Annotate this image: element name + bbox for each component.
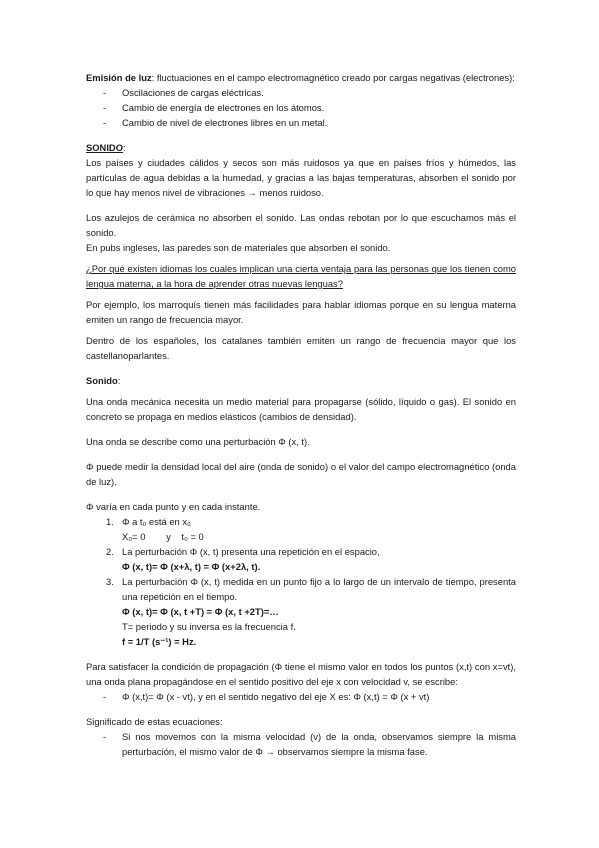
equation-list	[86, 689, 516, 704]
emision-paragraph	[86, 70, 516, 85]
sonido-subheading-line	[86, 373, 516, 388]
paragraph-perturbacion: Una onda se describe como una perturbación Φ (x, t).	[86, 436, 310, 447]
list-item: - Φ (x,t)= Φ (x - vt), y en el sentido negativo del eje X es: Φ (x,t) = Φ (x + vt)	[86, 689, 516, 704]
list-line: La perturbación Φ (x, t) presenta una repetición en el espacio,	[122, 546, 380, 557]
paragraph-propagacion: Para satisfacer la condición de propagación (Φ tiene el mismo valor en todos los puntos (x,t) con x=vt), una onda plana propagándose en el sentido positivo del eje x con velocidad v, se escribe:	[86, 661, 516, 687]
emision-title: Emisión de luz	[86, 72, 152, 83]
sonido-subheading: Sonido	[86, 375, 118, 386]
equation-period: .	[257, 561, 261, 572]
list-item	[86, 574, 516, 649]
sonido-heading-colon: :	[122, 142, 126, 153]
sonido-subheading-colon: :	[117, 375, 121, 386]
paragraph-onda-mecanica: Una onda mecánica necesita un medio material para propagarse (sólido, líquido o gas). El sonido en concreto se propaga en medios elásticos (cambios de densidad).	[86, 396, 516, 422]
emision-text: : fluctuaciones en el campo electromagnético creado por cargas negativas (electrones):	[151, 72, 515, 83]
list-number: 3.	[106, 576, 114, 587]
list-item: - Cambio de energía de electrones en los átomos.	[86, 100, 516, 115]
paragraph-humidity: Los países y ciudades cálidos y secos son más ruidosos ya que en países fríos y húmedos, las partículas de agua debidas a la humedad, y gracias a las bajas temperaturas, absorben el sonido por lo que hay menos nivel de vibraciones → menos ruidoso.	[86, 157, 516, 198]
paragraph-densidad: Φ puede medir la densidad local del aire (onda de sonido) o el valor del campo electromagnético (onda de luz).	[86, 461, 516, 487]
list-item	[86, 514, 516, 544]
paragraph-pubs: En pubs ingleses, las paredes son de materiales que absorben el sonido.	[86, 242, 391, 253]
paragraph-varia: Φ varía en cada punto y en cada instante.	[86, 501, 261, 512]
sonido-heading: SONIDO	[86, 142, 123, 153]
list-line: T= periodo y su inversa es la frecuencia f.	[122, 621, 296, 632]
numbered-list	[86, 514, 516, 649]
list-line: X₀= 0 y t₀ = 0	[122, 531, 204, 542]
list-item: - Oscilaciones de cargas eléctricas.	[86, 85, 516, 100]
meaning-list	[86, 729, 516, 759]
sonido-heading-line	[86, 140, 516, 155]
list-number: 1.	[106, 516, 114, 527]
document-page	[86, 70, 516, 759]
list-item: - Si nos movemos con la misma velocidad (v) de la onda, observamos siempre la misma perturbación, el mismo valor de Φ → observamos siempre la misma fase.	[86, 729, 516, 759]
paragraph-ceramic: Los azulejos de cerámica no absorben el sonido. Las ondas rebotan por lo que escuchamos más el sonido.	[86, 212, 516, 238]
equation-space: Φ (x, t)= Φ (x+λ, t) = Φ (x+2λ, t)	[122, 561, 258, 572]
emision-list	[86, 85, 516, 130]
list-line	[122, 559, 516, 574]
list-item: - Cambio de nivel de electrones libres en un metal.	[86, 115, 516, 130]
list-line: La perturbación Φ (x, t) medida en un punto fijo a lo largo de un intervalo de tiempo, presenta una repetición en el tiempo.	[122, 576, 516, 602]
equation-frequency: f = 1/T (s⁻¹) = Hz.	[122, 636, 197, 647]
paragraph-example: Por ejemplo, los marroquís tienen más facilidades para hablar idiomas porque en su lengua materna emiten un rango de frecuencia mayor.	[86, 299, 516, 325]
list-number: 2.	[106, 546, 114, 557]
list-line: Φ a t₀ está en x₀	[122, 516, 191, 527]
paragraph-catalanes: Dentro de los españoles, los catalanes también emiten un rango de frecuencia mayor que los castellanoparlantes.	[86, 335, 516, 361]
list-item	[86, 544, 516, 574]
equation-time: Φ (x, t)= Φ (x, t +T) = Φ (x, t +2T)=…	[122, 606, 279, 617]
question-paragraph: ¿Por qué existen idiomas los cuales implican una cierta ventaja para las personas que los tienen como lengua materna, a la hora de aprender otras nuevas lenguas?	[86, 263, 516, 289]
paragraph-significado: Significado de estas ecuaciones:	[86, 716, 223, 727]
